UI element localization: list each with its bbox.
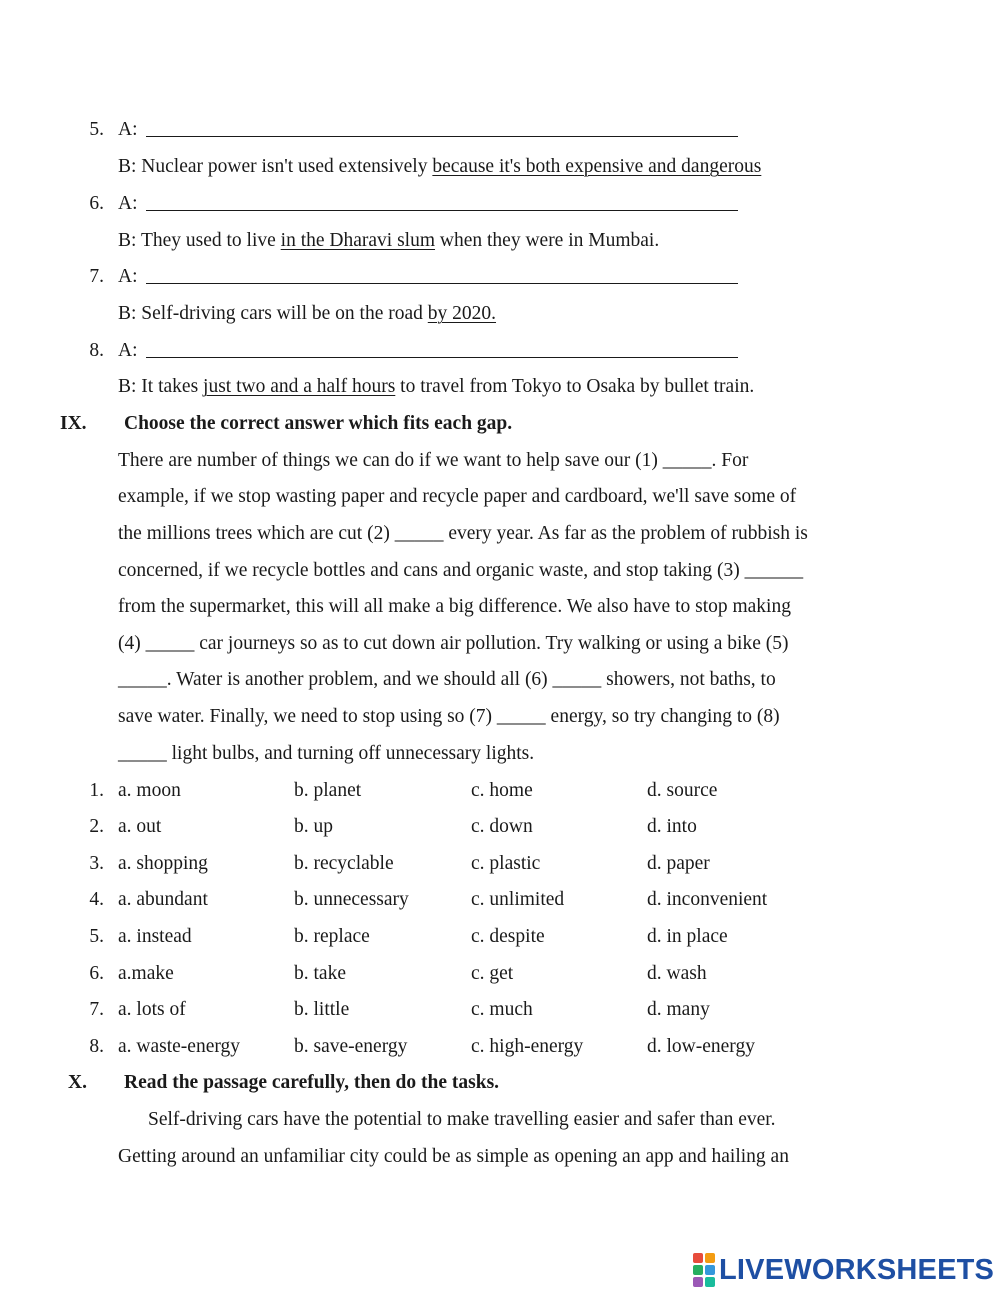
logo-mark-icon xyxy=(693,1253,715,1287)
passage-line: the millions trees which are cut (2) _____ every year. As far as the problem of rubbish is xyxy=(118,523,808,544)
qa-b-line: B: Self-driving cars will be on the road by 2020. xyxy=(118,303,497,324)
option-c[interactable]: c. high-energy xyxy=(471,1036,584,1057)
passage-line: Self-driving cars have the potential to make travelling easier and safer than ever. xyxy=(148,1109,776,1130)
logo-tile xyxy=(693,1253,703,1263)
option-d[interactable]: d. source xyxy=(647,780,718,801)
option-d[interactable]: d. many xyxy=(647,999,710,1020)
qa-a-label: A: xyxy=(118,193,138,214)
qa-a-label: A: xyxy=(118,119,138,140)
option-d[interactable]: d. paper xyxy=(647,853,710,874)
section-ix-numeral: IX. xyxy=(60,413,87,434)
logo-tile xyxy=(705,1265,715,1275)
section-x-numeral: X. xyxy=(68,1072,87,1093)
section-x-title: Read the passage carefully, then do the tasks. xyxy=(124,1072,500,1093)
passage-line: _____. Water is another problem, and we should all (6) _____ showers, not baths, to xyxy=(118,669,776,690)
liveworksheets-logo xyxy=(693,1253,994,1287)
option-b[interactable]: b. up xyxy=(294,816,333,837)
option-c[interactable]: c. plastic xyxy=(471,853,541,874)
option-a[interactable]: a. moon xyxy=(118,780,181,801)
option-b[interactable]: b. replace xyxy=(294,926,370,947)
option-number: 8. xyxy=(89,1036,104,1057)
logo-tile xyxy=(693,1265,703,1275)
answer-blank-6[interactable] xyxy=(146,194,738,211)
qa-number: 6. xyxy=(89,193,104,214)
option-number: 5. xyxy=(89,926,104,947)
qa-a-label: A: xyxy=(118,340,138,361)
option-b[interactable]: b. unnecessary xyxy=(294,889,409,910)
passage-line: example, if we stop wasting paper and recycle paper and cardboard, we'll save some of xyxy=(118,486,797,507)
option-d[interactable]: d. wash xyxy=(647,963,707,984)
option-a[interactable]: a. shopping xyxy=(118,853,208,874)
qa-number: 5. xyxy=(89,119,104,140)
option-a[interactable]: a. waste-energy xyxy=(118,1036,240,1057)
option-a[interactable]: a.make xyxy=(118,963,174,984)
option-number: 7. xyxy=(89,999,104,1020)
passage-line: _____ light bulbs, and turning off unnecessary lights. xyxy=(118,743,535,764)
option-d[interactable]: d. low-energy xyxy=(647,1036,755,1057)
option-number: 1. xyxy=(89,780,104,801)
qa-b-line: B: It takes just two and a half hours to travel from Tokyo to Osaka by bullet train. xyxy=(118,376,755,397)
qa-b-line: B: They used to live in the Dharavi slum when they were in Mumbai. xyxy=(118,230,660,251)
option-c[interactable]: c. home xyxy=(471,780,533,801)
option-c[interactable]: c. unlimited xyxy=(471,889,565,910)
option-number: 4. xyxy=(89,889,104,910)
option-c[interactable]: c. much xyxy=(471,999,533,1020)
passage-line: save water. Finally, we need to stop using so (7) _____ energy, so try changing to (8) xyxy=(118,706,780,727)
passage-line: concerned, if we recycle bottles and cans and organic waste, and stop taking (3) ______ xyxy=(118,560,804,581)
option-a[interactable]: a. lots of xyxy=(118,999,186,1020)
option-b[interactable]: b. planet xyxy=(294,780,362,801)
passage-line: Getting around an unfamiliar city could be as simple as opening an app and hailing an xyxy=(118,1146,789,1167)
option-c[interactable]: c. get xyxy=(471,963,514,984)
option-a[interactable]: a. out xyxy=(118,816,162,837)
option-c[interactable]: c. down xyxy=(471,816,533,837)
passage-line: from the supermarket, this will all make a big difference. We also have to stop making xyxy=(118,596,791,617)
qa-number: 7. xyxy=(89,266,104,287)
option-b[interactable]: b. recyclable xyxy=(294,853,394,874)
option-a[interactable]: a. instead xyxy=(118,926,192,947)
logo-text: LIVEWORKSHEETS xyxy=(719,1253,995,1286)
passage-line: (4) _____ car journeys so as to cut down air pollution. Try walking or using a bike (5) xyxy=(118,633,789,654)
passage-line: There are number of things we can do if we want to help save our (1) _____. For xyxy=(118,450,749,471)
logo-tile xyxy=(693,1277,703,1287)
answer-blank-5[interactable] xyxy=(146,120,738,137)
option-d[interactable]: d. into xyxy=(647,816,697,837)
qa-b-line: B: Nuclear power isn't used extensively because it's both expensive and dangerous xyxy=(118,156,762,177)
option-d[interactable]: d. in place xyxy=(647,926,728,947)
option-b[interactable]: b. save-energy xyxy=(294,1036,408,1057)
logo-tile xyxy=(705,1277,715,1287)
option-number: 3. xyxy=(89,853,104,874)
option-number: 2. xyxy=(89,816,104,837)
answer-blank-7[interactable] xyxy=(146,267,738,284)
qa-number: 8. xyxy=(89,340,104,361)
answer-blank-8[interactable] xyxy=(146,341,738,358)
option-b[interactable]: b. take xyxy=(294,963,346,984)
section-ix-title: Choose the correct answer which fits each gap. xyxy=(124,413,513,434)
option-a[interactable]: a. abundant xyxy=(118,889,208,910)
option-d[interactable]: d. inconvenient xyxy=(647,889,768,910)
qa-a-label: A: xyxy=(118,266,138,287)
logo-tile xyxy=(705,1253,715,1263)
option-b[interactable]: b. little xyxy=(294,999,350,1020)
option-number: 6. xyxy=(89,963,104,984)
option-c[interactable]: c. despite xyxy=(471,926,545,947)
